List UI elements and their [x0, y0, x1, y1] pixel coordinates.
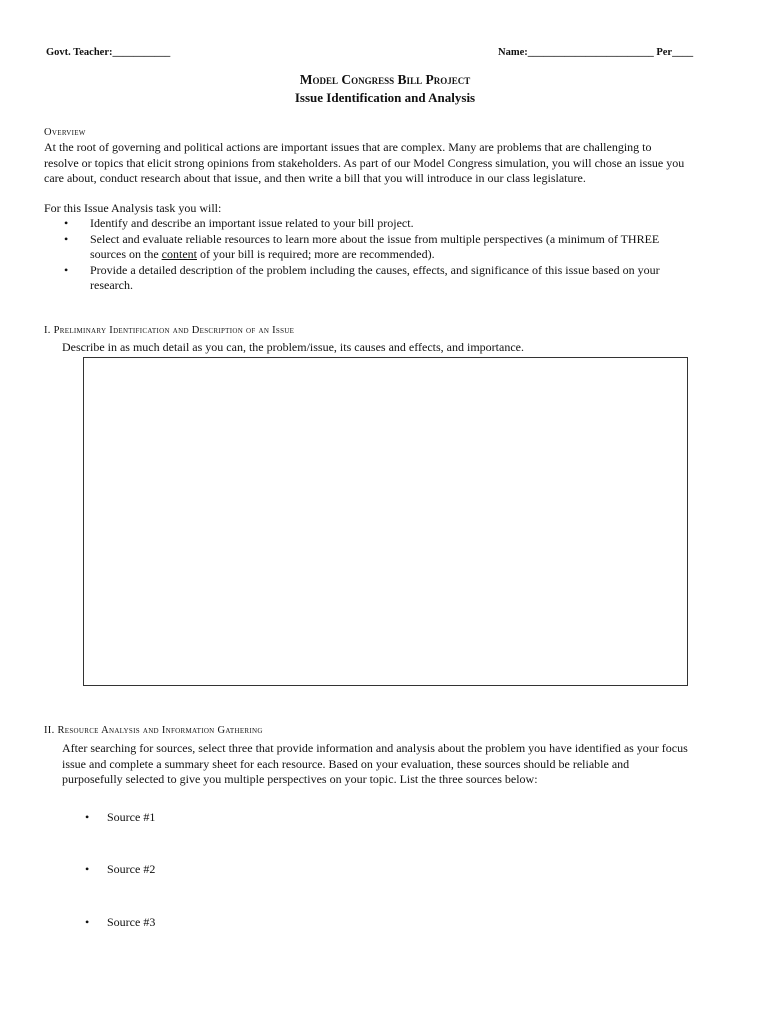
overview-line: resolve or topics that elicit strong opinions from stakeholders. As part of our Model Congress simulation, you will chose an issue you — [44, 155, 685, 170]
task-bullet-3-line1: Provide a detailed description of the problem including the causes, effects, and significance of this issue based on your — [90, 262, 660, 277]
section1-instruction: Describe in as much detail as you can, the problem/issue, its causes and effects, and importance. — [62, 340, 524, 354]
teacher-field: Govt. Teacher:___________ — [46, 47, 171, 58]
source-bullet-icon: • — [85, 810, 90, 824]
section1-heading: I. Preliminary Identification and Description of an Issue — [44, 325, 295, 336]
list-item — [62, 216, 660, 232]
content-underlined: content — [161, 247, 197, 261]
section2-line: purposefully selected to give you multiple perspectives on your topic. List the three sources below: — [62, 772, 538, 786]
source-1-label: Source #1 — [107, 810, 156, 824]
section2-line: After searching for sources, select three that provide information and analysis about the problem you have identified as your focus — [62, 741, 688, 755]
section2-heading: II. Resource Analysis and Information Gathering — [44, 725, 263, 736]
overview-text — [44, 140, 684, 187]
document-title: Model Congress Bill Project — [299, 72, 471, 87]
section2-line: issue and complete a summary sheet for each resource. Based on your evaluation, these sources should be reliable and — [62, 756, 630, 771]
task-bullet-3-line2: research. — [90, 278, 133, 292]
source-3-label: Source #3 — [107, 915, 156, 929]
task-list — [62, 216, 660, 294]
task-bullet-2-line1: Select and evaluate reliable resources to learn more about the issue from multiple perspectives (a minimum of THREE — [90, 231, 660, 246]
document-subtitle: Issue Identification and Analysis — [294, 90, 476, 105]
issue-description-box[interactable] — [83, 357, 688, 686]
overview-heading: Overview — [44, 127, 86, 138]
overview-line: At the root of governing and political actions are important issues that are complex. Many are problems that are challenging to — [44, 140, 652, 154]
list-item — [62, 263, 660, 294]
name-period-field: Name:________________________ Per____ — [498, 47, 694, 58]
task-intro: For this Issue Analysis task you will: — [44, 201, 222, 215]
source-bullet-icon: • — [85, 915, 90, 929]
overview-line: care about, conduct research about that issue, and then write a bill that you will introduce in our class legislature. — [44, 171, 586, 185]
source-bullet-icon: • — [85, 862, 90, 876]
section2-text — [62, 741, 688, 788]
source-2-label: Source #2 — [107, 862, 156, 876]
task-bullet-2-line2-pre: sources on the — [90, 247, 162, 261]
list-item — [62, 232, 660, 263]
task-bullet-1: Identify and describe an important issue related to your bill project. — [90, 216, 414, 230]
task-bullet-2-line2-post: of your bill is required; more are recommended). — [196, 247, 435, 261]
